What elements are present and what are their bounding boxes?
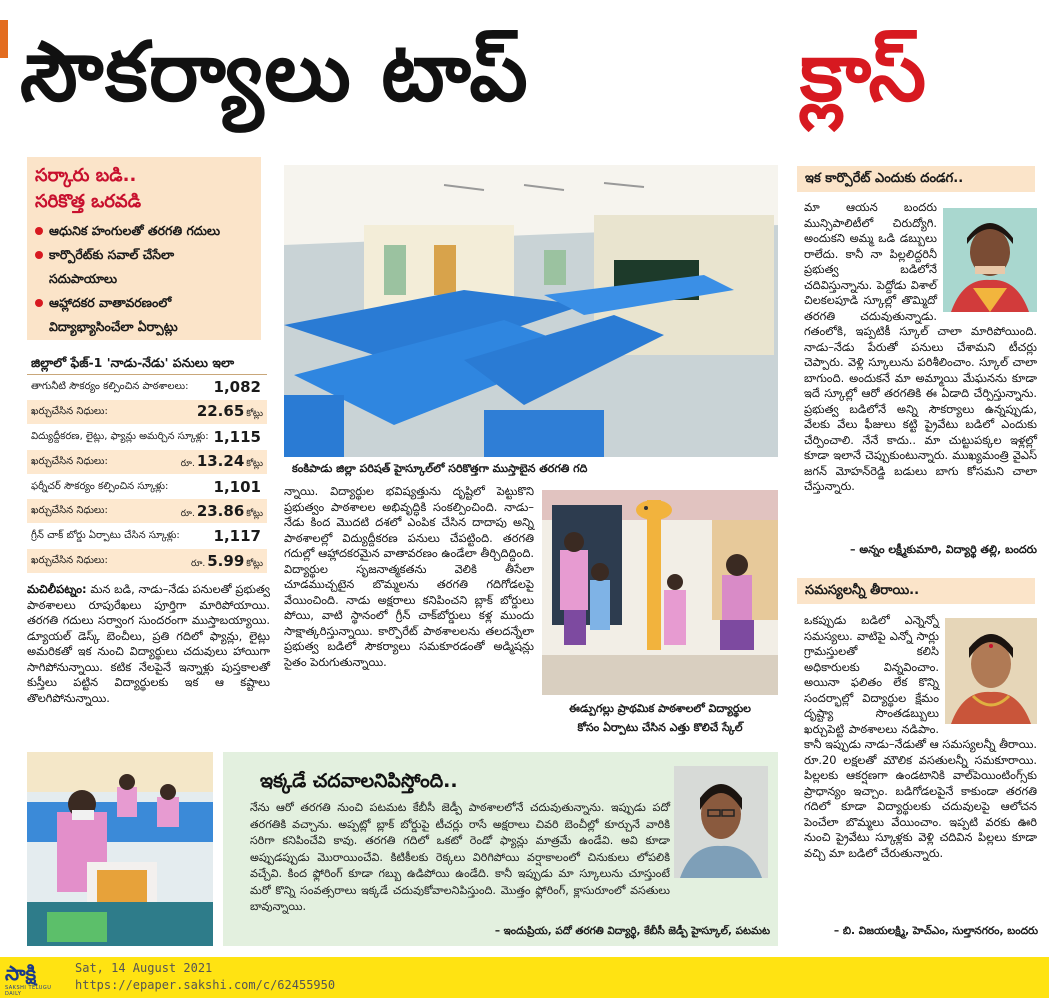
stats-row: ఖర్చుచేసిన నిధులు: 22.65 కోట్లు (27, 400, 267, 425)
article-column-middle: న్నాయి. విద్యార్థుల భవిష్యత్తును దృష్టిలో పెట్టుకొని ప్రభుత్వం పాఠశాలల అభివృద్ధికి సంకల్పించింది. నాడు–నేడు కింద మొదటి దశలో ఎంపిక చేసిన దాదాపు అన్ని పాఠశాలల్లో విద్యుద్దీకరణ పనులు చేపట్టింది. తరగతి గదుల్లో ఆహ్లాదకరమైన వాతావరణం ఉండేలా తీర్చిదిద్దింది. విద్యార్థుల సృజనాత్మకతను వెలికి తీసేలా చూడముచ్చటైన బొమ్మలను తరగతి గదిగోడలపై వేయించింది. నాడు అక్షరాలు కనిపించని బ్లాక్ బోర్డులు పోయి, వాటి స్థానంలో గ్రీన్ చాక్‌బోర్డులు కళ్ల ముందు సాక్షాత్కరిస్తున్నాయి. కార్పొరేట్ పాఠశాలలను తలదన్నేలా ప్రభుత్వ బడిలో సౌకర్యాలు సమకూరడంతో అడ్మిషన్లు సైతం పెరుగుతున్నాయి. (284, 484, 534, 669)
epaper-link[interactable]: https://epaper.sakshi.com/c/62455950 (75, 978, 336, 992)
headline-text: సౌకర్యాలు టాప్ (20, 25, 529, 120)
students-reading-photo (27, 752, 213, 946)
highlight-item: కార్పొరేట్‌కు సవాల్ చేసేలా (35, 243, 253, 267)
stats-row: విద్యుద్దీకరణ, లైట్లు, ఫ్యాన్లు అమర్చిన స్కూళ్లు: 1,115 (27, 425, 267, 450)
right-heading-2: సమస్యలన్నీ తీరాయి.. (797, 578, 1035, 604)
right-signature-1: – అన్నం లక్ష్మీకుమారి, విద్యార్థి తల్లి, బందరు (850, 543, 1037, 556)
stats-row: ఖర్చుచేసిన నిధులు: రూ. 23.86 కోట్లు (27, 499, 267, 524)
stats-row: తాగునీటి సౌకర్యం కల్పించిన పాఠశాలలు: 1,082 (27, 375, 267, 400)
highlight-title-line1: సర్కారు బడి.. (35, 165, 137, 186)
stats-box (27, 352, 267, 574)
dateline: మచిలీపట్నం: (27, 582, 87, 596)
highlight-box (27, 157, 261, 340)
portrait-spacer (937, 200, 1037, 310)
right-heading-1: ఇక కార్పొరేట్ ఎందుకు దండగ.. (797, 166, 1035, 192)
right-signature-2: – బి. విజయలక్ష్మి, హెచ్‌ఎం, సుల్తానగరం, బందరు (833, 925, 1038, 937)
stats-row: గ్రీన్ చాక్ బోర్డు ఏర్పాటు చేసిన స్కూళ్లు: 1,117 (27, 524, 267, 549)
student-quote-text: నేను ఆరో తరగతి నుంచి పటమట కేబీసీ జెడ్పీ పాఠశాలలోనే చదువుతున్నాను. ఇప్పుడు పదో తరగతికి వచ్చాను. అప్పట్లో బ్లాక్ బోర్డుపై టీచర్లు రాసే అక్షరాలు చివరి బెంచీల్లో కూర్చునే వారికి సరిగా కనిపించేవి కావు. తరగతి గదిలో ఒకటో రెండో ఫ్యాన్లు మాత్రమే ఉండేవి. అవి కూడా అప్పుడప్పుడు మొరాయించేవి. కిటికీలకు రెక్కలు విరిగిపోయి వర్షాకాలంలో చినుకులు లోపలికి వచ్చేవి. కింద ఫ్లోరింగ్ కూడా గబ్బు ఉడిపోయి ఉండేది. కానీ ఇప్పుడు మా స్కూలును చూస్తుంటే మరో కొన్ని సంవత్సరాలు ఇక్కడే చదువుకోవాలనిపిస్తుంది. మొత్తం ఫ్లోరింగ్, క్లాసురూంలో వసతులు బావున్నాయి. (250, 800, 770, 916)
footer-bar (0, 957, 1049, 998)
height-scale-photo-caption: ఈడ్పుగల్లు ప్రాథమిక పాఠశాలలో విద్యార్థుల కోసం ఏర్పాటు చేసిన ఎత్తు కొలిచే స్కేల్ (569, 702, 751, 734)
article-text: మన బడి, నాడు–నేడు పనులతో ప్రభుత్వ పాఠశాలలు రూపురేఖలు పూర్తిగా మారిపోయాయి. తరగతి గదులు సర్వాంగ సుందరంగా ముస్తాబయ్యాయి. డ్యూయల్ డెస్క్ బెంచీలు, ప్రతి గదిలో ఫ్యాన్లు, లైట్లు అమరికతో ఇక నుంచి విద్యార్థులు చదువులు హాయిగా సాగిపోనున్నాయి. కటిక నేలపైనే ఇన్నాళ్లు పుస్తకాలతో కుస్తీలు పట్టిన విద్యార్థులకు ఇక ఆ కష్టాలు తొలగిపోనున్నాయి. (27, 582, 270, 705)
stats-row: ఖర్చుచేసిన నిధులు: రూ. 5.99 కోట్లు (27, 549, 267, 574)
height-scale-photo-illustration (542, 490, 778, 695)
right-article-2: ఒకప్పుడు బడిలో ఎన్నెన్నో సమస్యలు. వాటిపై ఎన్నో సార్లు గ్రామస్తులతో కలిసి అధికారులకు విన్నవించాం. అయినా ఫలితం లేక కొన్ని సందర్భాల్లో విద్యార్థుల క్షేమం దృష్ట్యా సొంతడబ్బులు ఖర్చుపెట్టి పాఠశాలలు నడిపాం. కానీ ఇప్పుడు నాడు–నేడుతో ఆ సమస్యలన్నీ తీరాయి. రూ.20 లక్షలతో మౌలిక వసతులన్నీ సమకూరాయి. పిల్లలకు ఆకర్షణగా ఉండటానికి వాల్‌పెయింటింగ్స్‌కు ప్రాధాన్యం ఇచ్చాం. బడిగోడలపైనే కాకుండా తరగతి గదిలో కూడా విద్యార్థులకు చదువులపై ఆలోచన పెంచేలా బొమ్మలు వేయించాం. ఇప్పటి వరకు ఊరి నుంచి ప్రైవేటు స్కూళ్లకు వెళ్లి చదివిన పిల్లలు కూడా వచ్చి మా బడిలో చేరుతున్నారు. (804, 613, 1037, 860)
height-scale-photo (542, 490, 778, 695)
sakshi-logo: సాక్షి SAKSHI TELUGU DAILY (5, 961, 52, 997)
stats-row: ఫర్నీచర్ సౌకర్యం కల్పించిన స్కూళ్లు: 1,101 (27, 475, 267, 500)
student-quote-title: ఇక్కడే చదవాలనిపిస్తోంది.. (260, 770, 458, 792)
headline-accent-bar (0, 20, 8, 58)
highlight-list (35, 219, 253, 339)
bullet-icon (35, 251, 43, 259)
student-quote-signature: – ఇందుప్రియ, పదో తరగతి విద్యార్థి, కేబీసీ జెడ్పీ హైస్కూల్, పటమట (494, 925, 770, 937)
students-reading-photo-illustration (27, 752, 213, 946)
highlight-item: ఆహ్లాదకర వాతావరణంలో (35, 291, 253, 315)
classroom-photo (284, 165, 778, 457)
student-portrait (674, 766, 768, 878)
headline-highlight-text: క్లాస్ (800, 25, 927, 120)
highlight-item: విద్యాభ్యాసించేలా ఏర్పాట్లు (49, 319, 178, 334)
classroom-photo-illustration (284, 165, 778, 457)
portrait-spacer (939, 613, 1037, 725)
stats-row: ఖర్చుచేసిన నిధులు: రూ. 13.24 కోట్లు (27, 450, 267, 475)
student-portrait-illustration (674, 766, 768, 878)
stats-title: జిల్లాలో ఫేజ్-1 'నాడు-నేడు' పనులు ఇలా (27, 352, 267, 375)
classroom-photo-caption: కంకిపాడు జిల్లా పరిషత్ హైస్కూల్‌లో సరికొత్తగా ముస్తాబైన తరగతి గది (292, 462, 588, 475)
article-column-left (27, 582, 270, 742)
headline (0, 0, 1049, 152)
right-article-1: మా ఆయన బందరు మున్సిపాలిటీలో చిరుద్యోగి. అందుకని అమ్మ ఒడి డబ్బులు రాలేదు. కానీ నా పిల్లలిద్దరినీ ప్రభుత్వ బడిలోనే చదివిస్తున్నాను. పెద్దోడు విశాల్ చిలకలపూడి స్కూల్లో తొమ్మిదో తరగతి చదువుతున్నాడు. గతంలోకి, ఇప్పటికీ స్కూల్ చాలా మారిపోయింది. నాడు–నేడు పేరుతో పనులు చేశామని టీచర్లు చెప్పారు. వెళ్లి స్కూలును పరిశీలించాం. స్కూల్ చాలా బాగుంది. అందుకనే మా అమ్మాయి మేఘనను కూడా ఇదే స్కూల్లో ఆరో తరగతికి ఈ ఏడాది చేర్పిస్తున్నాను. ప్రభుత్వ బడిలోనే అన్ని సౌకర్యాలు ఉన్నప్పుడు, వేలకు వేలు ఫీజులు కట్టి ప్రైవేటు బడిలో ఎందుకు చేర్పించాలి. నేనే కాదు.. మా చుట్టుపక్కల ఇళ్లల్లో కూడా ఇలానే చెప్పుకుంటున్నారు. ముఖ్యమంత్రి వైఎస్ జగన్ మోహన్‌రెడ్డి బడులు బాగు కోసమని చాలా చేస్తున్నారు. (804, 200, 1037, 493)
highlight-item: ఆధునిక హంగులతో తరగతి గదులు (35, 219, 253, 243)
highlight-title-line2: సరికొత్త ఒరవడి (35, 191, 142, 212)
bullet-icon (35, 299, 43, 307)
bullet-icon (35, 227, 43, 235)
highlight-item: సదుపాయాలు (49, 271, 118, 286)
edition-date: Sat, 14 August 2021 (75, 961, 213, 975)
